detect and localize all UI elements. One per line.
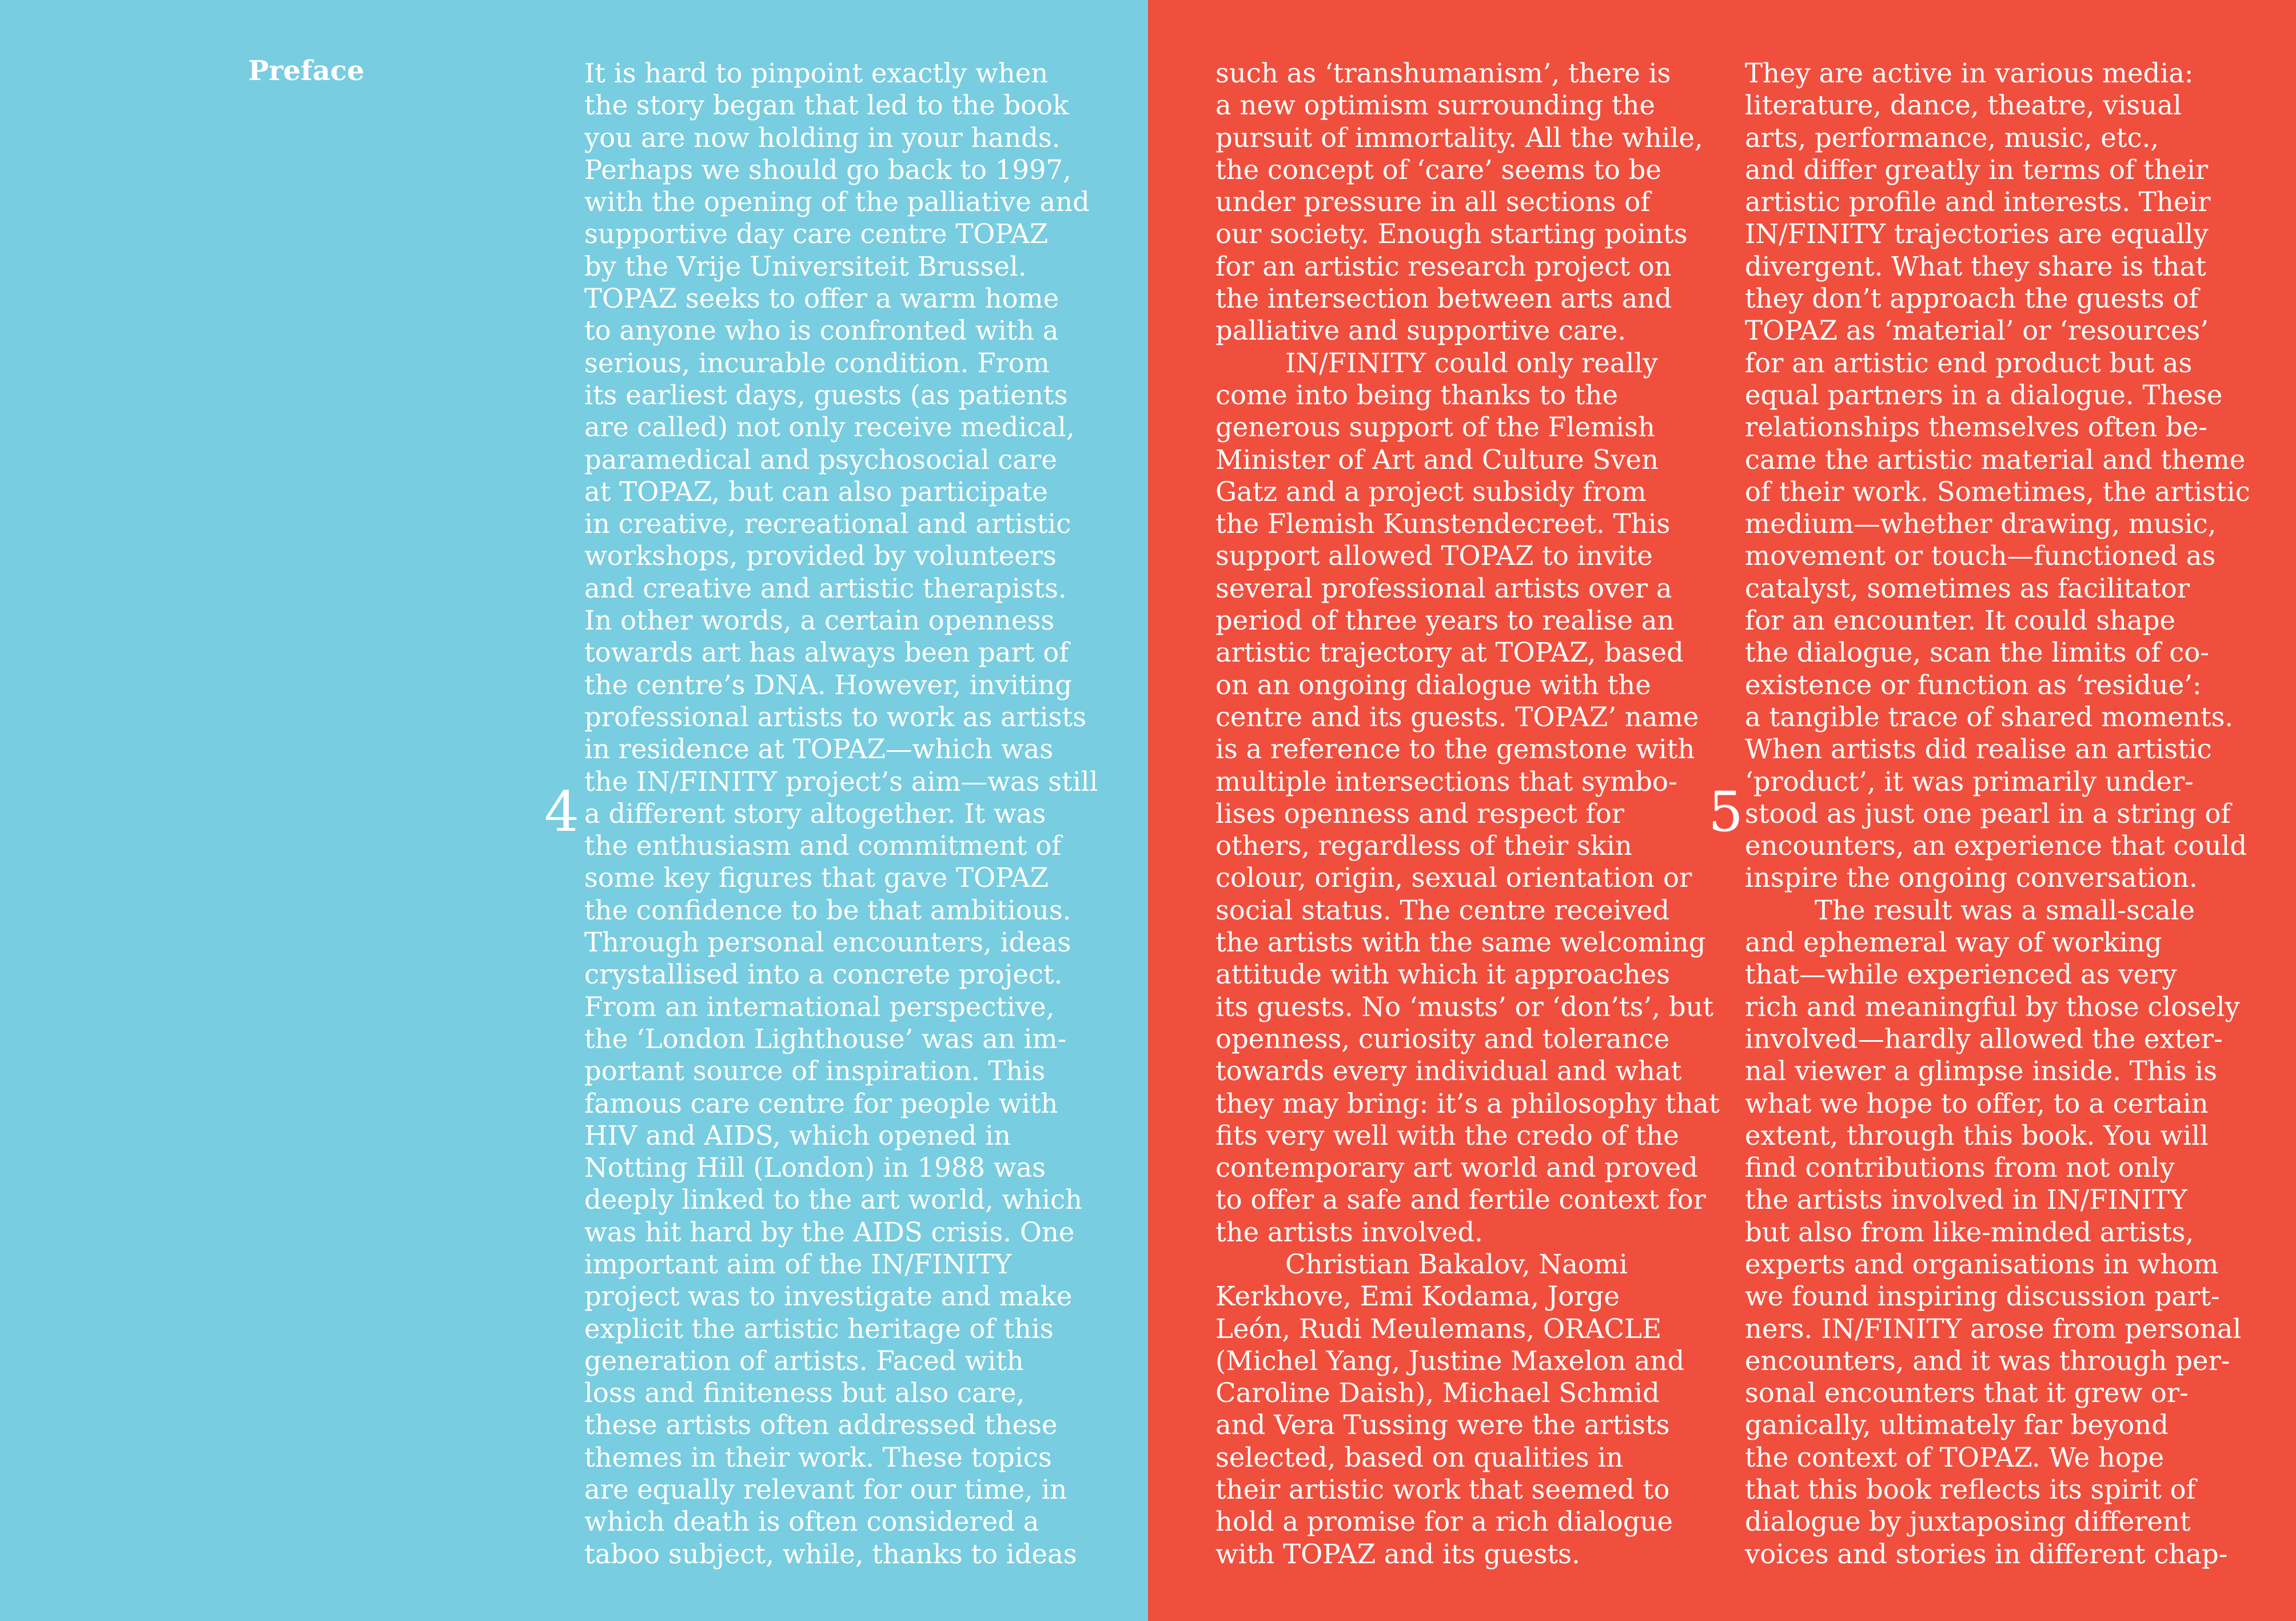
text-line: TOPAZ seeks to offer a warm home xyxy=(584,283,1059,314)
text-line: and ephemeral way of working xyxy=(1745,927,2162,958)
text-line: voices and stories in different chap- xyxy=(1745,1538,2228,1570)
text-line: a new optimism surrounding the xyxy=(1215,90,1656,121)
text-line: loss and finiteness but also care, xyxy=(584,1377,1025,1409)
text-line: inspire the ongoing conversation. xyxy=(1745,862,2198,894)
text-line: Caroline Daish), Michael Schmid xyxy=(1215,1377,1660,1409)
text-column-1 xyxy=(584,57,1098,1570)
text-line: with TOPAZ and its guests. xyxy=(1215,1538,1580,1570)
text-line: several professional artists over a xyxy=(1215,572,1672,604)
text-line: under pressure in all sections of xyxy=(1215,186,1651,218)
text-column-2 xyxy=(1215,57,1720,1570)
text-line: ganically, ultimately far beyond xyxy=(1745,1409,2169,1441)
text-line: these artists often addressed these xyxy=(584,1409,1058,1441)
text-line: generous support of the Flemish xyxy=(1215,412,1655,443)
text-line: taboo subject, while, thanks to ideas xyxy=(584,1538,1077,1570)
text-line: come into being thanks to the xyxy=(1215,379,1619,411)
text-line: and Vera Tussing were the artists xyxy=(1215,1409,1670,1441)
text-line: they may bring: it’s a philosophy that xyxy=(1215,1088,1720,1119)
text-line: which death is often considered a xyxy=(584,1506,1039,1538)
text-line: palliative and supportive care. xyxy=(1215,315,1627,346)
text-line: pursuit of immortality. All the while, xyxy=(1215,122,1703,153)
text-line: at TOPAZ, but can also participate xyxy=(584,476,1048,507)
text-line: they don’t approach the guests of xyxy=(1745,283,2199,314)
text-line: fits very well with the credo of the xyxy=(1215,1120,1679,1151)
text-line: the ‘London Lighthouse’ was an im- xyxy=(584,1023,1067,1054)
text-line: and differ greatly in terms of their xyxy=(1745,154,2209,185)
page-number-right: 5 xyxy=(1708,780,1744,844)
text-line: It is hard to pinpoint exactly when xyxy=(584,58,1049,89)
text-line: movement or touch—functioned as xyxy=(1745,540,2216,572)
text-line: dialogue by juxtaposing different xyxy=(1745,1506,2191,1538)
text-line: find contributions from not only xyxy=(1745,1152,2175,1184)
text-line: the confidence to be that ambitious. xyxy=(584,894,1071,926)
text-line: When artists did realise an artistic xyxy=(1745,734,2212,765)
text-line: IN/FINITY trajectories are equally xyxy=(1745,218,2209,250)
text-line: professional artists to work as artists xyxy=(584,701,1087,732)
text-line: ners. IN/FINITY arose from personal xyxy=(1745,1313,2242,1344)
text-line: In other words, a certain openness xyxy=(584,605,1055,636)
text-line: workshops, provided by volunteers xyxy=(584,540,1057,572)
text-line: encounters, an experience that could xyxy=(1745,830,2247,862)
text-line: the intersection between arts and xyxy=(1215,283,1672,314)
text-line: you are now holding in your hands. xyxy=(584,122,1061,153)
text-line: to offer a safe and fertile context for xyxy=(1215,1184,1706,1216)
text-line: what we hope to offer, to a certain xyxy=(1745,1088,2209,1119)
text-line: nal viewer a glimpse inside. This is xyxy=(1745,1056,2217,1087)
text-line: crystallised into a concrete project. xyxy=(584,959,1063,990)
text-line: medium—whether drawing, music, xyxy=(1745,508,2217,540)
text-line: colour, origin, sexual orientation or xyxy=(1215,862,1692,894)
text-line: period of three years to realise an xyxy=(1215,605,1675,636)
text-line: in creative, recreational and artistic xyxy=(584,508,1071,540)
text-line: IN/FINITY could only really xyxy=(1285,347,1658,379)
text-line: the context of TOPAZ. We hope xyxy=(1745,1441,2165,1473)
text-line: the artists involved. xyxy=(1215,1216,1483,1248)
text-line: the concept of ‘care’ seems to be xyxy=(1215,154,1661,185)
text-line: multiple intersections that symbo- xyxy=(1215,766,1677,797)
section-title: Preface xyxy=(248,55,365,87)
text-line: such as ‘transhumanism’, there is xyxy=(1215,58,1671,89)
text-line: important aim of the IN/FINITY xyxy=(584,1248,1012,1280)
text-line: They are active in various media: xyxy=(1745,58,2194,89)
text-line: came the artistic material and theme xyxy=(1745,444,2246,475)
text-line: deeply linked to the art world, which xyxy=(584,1184,1083,1216)
text-line: Kerkhove, Emi Kodama, Jorge xyxy=(1215,1281,1620,1312)
text-line: explicit the artistic heritage of this xyxy=(584,1313,1054,1344)
text-line: that this book reflects its spirit of xyxy=(1745,1474,2196,1506)
text-line: project was to investigate and make xyxy=(584,1281,1073,1312)
text-line: involved—hardly allowed the exter- xyxy=(1745,1023,2223,1054)
text-line: León, Rudi Meulemans, ORACLE xyxy=(1215,1313,1662,1344)
text-line: and creative and artistic therapists. xyxy=(584,572,1067,604)
text-line: themes in their work. These topics xyxy=(584,1441,1052,1473)
text-line: our society. Enough starting points xyxy=(1215,218,1688,250)
text-line: HIV and AIDS, which opened in xyxy=(584,1120,1011,1151)
text-line: towards every individual and what xyxy=(1215,1056,1682,1087)
text-line: the story began that led to the book xyxy=(584,90,1069,121)
text-line: we found inspiring discussion part- xyxy=(1745,1281,2220,1312)
text-line: some key figures that gave TOPAZ xyxy=(584,862,1049,894)
text-line: was hit hard by the AIDS crisis. One xyxy=(584,1216,1075,1248)
text-line: the dialogue, scan the limits of co- xyxy=(1745,637,2210,668)
text-line: the enthusiasm and commitment of xyxy=(584,830,1062,862)
text-line: artistic profile and interests. Their xyxy=(1745,186,2211,218)
text-line: artistic trajectory at TOPAZ, based xyxy=(1215,637,1684,668)
text-line: generation of artists. Faced with xyxy=(584,1345,1024,1376)
text-line: of their work. Sometimes, the artistic xyxy=(1745,476,2250,507)
text-line: The result was a small-scale xyxy=(1815,894,2195,926)
text-line: the centre’s DNA. However, inviting xyxy=(584,669,1072,700)
text-line: encounters, and it was through per- xyxy=(1745,1345,2230,1376)
text-line: lises openness and respect for xyxy=(1215,798,1625,829)
text-line: Minister of Art and Culture Sven xyxy=(1215,444,1659,475)
text-line: catalyst, sometimes as facilitator xyxy=(1745,572,2190,604)
text-line: on an ongoing dialogue with the xyxy=(1215,669,1651,700)
text-line: that—while experienced as very xyxy=(1745,959,2177,990)
text-line: contemporary art world and proved xyxy=(1215,1152,1698,1184)
text-line: are equally relevant for our time, in xyxy=(584,1474,1067,1506)
text-line: rich and meaningful by those closely xyxy=(1745,991,2240,1022)
text-line: relationships themselves often be- xyxy=(1745,412,2208,443)
text-line: openness, curiosity and tolerance xyxy=(1215,1023,1670,1054)
text-line: for an artistic research project on xyxy=(1215,250,1672,282)
text-line: its earliest days, guests (as patients xyxy=(584,379,1068,411)
text-line: selected, based on qualities in xyxy=(1215,1441,1624,1473)
text-line: are called) not only receive medical, xyxy=(584,412,1075,443)
text-line: others, regardless of their skin xyxy=(1215,830,1632,862)
text-line: the IN/FINITY project’s aim—was still xyxy=(584,766,1098,797)
text-line: Christian Bakalov, Naomi xyxy=(1285,1248,1628,1280)
text-line: towards art has always been part of xyxy=(584,637,1069,668)
text-line: literature, dance, theatre, visual xyxy=(1745,90,2182,121)
text-line: in residence at TOPAZ—which was xyxy=(584,734,1054,765)
text-line: by the Vrije Universiteit Brussel. xyxy=(584,250,1027,282)
text-line: experts and organisations in whom xyxy=(1745,1248,2219,1280)
text-line: support allowed TOPAZ to invite xyxy=(1215,540,1653,572)
text-line: arts, performance, music, etc., xyxy=(1745,122,2159,153)
text-line: Notting Hill (London) in 1988 was xyxy=(584,1152,1046,1184)
text-line: Gatz and a project subsidy from xyxy=(1215,476,1647,507)
text-line: equal partners in a dialogue. These xyxy=(1745,379,2223,411)
text-line: extent, through this book. You will xyxy=(1745,1120,2209,1151)
text-line: social status. The centre received xyxy=(1215,894,1670,926)
text-line: sonal encounters that it grew or- xyxy=(1745,1377,2189,1409)
text-line: famous care centre for people with xyxy=(584,1088,1058,1119)
text-line: ‘product’, it was primarily under- xyxy=(1745,766,2194,797)
text-line: divergent. What they share is that xyxy=(1745,250,2206,282)
text-column-3 xyxy=(1745,57,2250,1570)
page-number-left: 4 xyxy=(544,780,580,844)
text-line: stood as just one pearl in a string of xyxy=(1745,798,2231,829)
text-line: hold a promise for a rich dialogue xyxy=(1215,1506,1673,1538)
text-line: a different story altogether. It was xyxy=(584,798,1046,829)
text-line: serious, incurable condition. From xyxy=(584,347,1050,379)
text-line: its guests. No ‘musts’ or ‘don’ts’, but xyxy=(1215,991,1714,1022)
text-line: their artistic work that seemed to xyxy=(1215,1474,1670,1506)
text-line: paramedical and psychosocial care xyxy=(584,444,1057,475)
text-line: portant source of inspiration. This xyxy=(584,1056,1046,1087)
text-line: the artists with the same welcoming xyxy=(1215,927,1706,958)
text-line: supportive day care centre TOPAZ xyxy=(584,218,1049,250)
text-line: for an encounter. It could shape xyxy=(1745,605,2176,636)
text-line: attitude with which it approaches xyxy=(1215,959,1671,990)
text-line: (Michel Yang, Justine Maxelon and xyxy=(1215,1345,1685,1376)
text-line: Through personal encounters, ideas xyxy=(584,927,1071,958)
text-line: the artists involved in IN/FINITY xyxy=(1745,1184,2187,1216)
text-line: TOPAZ as ‘material’ or ‘resources’ xyxy=(1745,315,2209,346)
text-line: centre and its guests. TOPAZ’ name xyxy=(1215,701,1699,732)
text-line: but also from like-minded artists, xyxy=(1745,1216,2194,1248)
text-line: to anyone who is confronted with a xyxy=(584,315,1059,346)
text-line: is a reference to the gemstone with xyxy=(1215,734,1695,765)
text-line: existence or function as ‘residue’: xyxy=(1745,669,2202,700)
text-line: with the opening of the palliative and xyxy=(584,186,1090,218)
text-line: Perhaps we should go back to 1997, xyxy=(584,154,1071,185)
text-line: the Flemish Kunstendecreet. This xyxy=(1215,508,1671,540)
text-line: From an international perspective, xyxy=(584,991,1055,1022)
text-line: a tangible trace of shared moments. xyxy=(1745,701,2234,732)
text-line: for an artistic end product but as xyxy=(1745,347,2193,379)
